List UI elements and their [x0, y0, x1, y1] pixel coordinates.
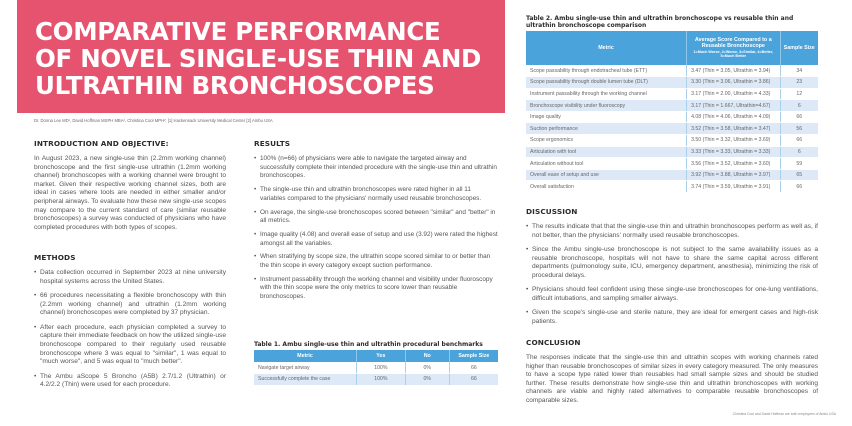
discussion-bullet: • Since the Ambu single-use bronchoscope is not subject to the same availability issues as a reusable bronchoscope, hospitals will not have to share the same capital across different departments (pulmonology suite, ICU, emergency department, anesthesia), minimizing the risk of procedural delays. [526, 246, 818, 281]
discussion-list [526, 223, 818, 327]
table-cell: 3.92 (Thin = 3.88, Ultrathin = 3.97) [687, 169, 780, 181]
table-row [526, 77, 818, 89]
results-section [254, 139, 498, 307]
table-row [254, 362, 498, 374]
results-list [254, 155, 498, 302]
poster-title [35, 18, 505, 99]
methods-heading: METHODS [34, 253, 76, 262]
discussion-bullet: • The results indicate that that the single-use thin and ultrathin bronchoscopes perform as well as, if not better, than the physicians' normally used reusable bronchoscopes. [526, 223, 818, 240]
table-cell: 4.08 (Thin = 4.06, Ultrathin = 4.09) [687, 111, 780, 123]
table-1-header-sample: Sample Size [449, 350, 498, 362]
table-cell: 3.17 (Thin = 1.667, Ultrathin=4.67) [687, 100, 780, 112]
table-cell: 3.56 (Thin = 3.52, Ultrathin = 3.60) [687, 158, 780, 170]
table-cell: 6 [780, 100, 818, 112]
table-cell: Instrument passability through the working channel [526, 88, 687, 100]
table-cell: Scope passability through endotracheal tube (ETT) [526, 65, 687, 77]
table-1-title: Table 1. Ambu single-use thin and ultrathin procedural benchmarks [254, 341, 483, 348]
table-cell: 23 [780, 77, 818, 89]
table-cell: 0% [405, 374, 449, 386]
discussion-section [526, 207, 818, 332]
table-1-header-row [254, 350, 498, 362]
introduction-heading: INTRODUCTION AND OBJECTIVE: [34, 139, 169, 148]
table-1-header-no: No [405, 350, 449, 362]
conclusion-heading: CONCLUSION [526, 338, 581, 347]
table-cell: 56 [780, 123, 818, 135]
table-cell: 66 [780, 181, 818, 193]
table-2-header-score-scale: 1=Much Worse, 2=Worse, 3=Similar, 4=Better, 5=Much Better [693, 49, 774, 59]
table-cell: 66 [449, 362, 498, 374]
table-cell: Navigate target airway [254, 362, 356, 374]
table-row [526, 123, 818, 135]
results-bullet: • 100% (n=66) of physicians were able to navigate the targeted airway and successfully complete their intended procedure with the single-use thin and ultrathin bronchoscopes. [254, 155, 498, 181]
results-heading: RESULTS [254, 139, 291, 148]
table-cell: 34 [780, 65, 818, 77]
table-1-header-yes: Yes [356, 350, 405, 362]
methods-bullet: • 66 procedures necessitating a flexible bronchoscopy with thin (2.2mm working channel) and ultrathin (1.2mm working channel) bronchoscopes were completed by 37 physician. [34, 292, 226, 318]
table-cell: Suction performance [526, 123, 687, 135]
table-row [526, 100, 818, 112]
methods-bullet: • After each procedure, each physician completed a survey to capture their immediate feedback on how the utilized single-use bronchoscope compared to their regularly used reusable bronchoscope where 3 was equal to "similar", 1 was equal to "much worse", and 5 was equal to "much better". [34, 324, 226, 368]
table-cell: 65 [780, 169, 818, 181]
table-cell: Articulation without tool [526, 158, 687, 170]
table-row [526, 135, 818, 147]
results-bullet: • When stratifying by scope size, the ultrathin scope scored similar to or better than the thin scope in every category except suction performance. [254, 253, 498, 270]
table-cell: 66 [780, 135, 818, 147]
table-cell: 12 [780, 88, 818, 100]
title-line-1: COMPARATIVE PERFORMANCE [35, 17, 441, 46]
table-2-header-score-title: Average Score Compared to a Reusable Bronchoscope [694, 37, 772, 50]
table-cell: 66 [449, 374, 498, 386]
table-row [526, 158, 818, 170]
conclusion-text: The responses indicate that the single-use thin and ultrathin scopes with working channels rated higher than reusable bronchoscopes of similar sizes in every category measured. The only measures to have a scope type rated lower than reusables had small sample sizes and should be studied further. These results demonstrate how single-use thin and ultrathin bronchoscopes with working channels are viable and highly rated alternatives to comparable reusable bronchoscopes of comparable sizes. [526, 354, 818, 404]
table-row [526, 111, 818, 123]
footnote: Christina Cool and David Hoffman are both employees of Ambu USA [732, 412, 836, 416]
table-cell: 3.33 (Thin = 3.33, Ultrathin = 3.33) [687, 146, 780, 158]
table-row [526, 146, 818, 158]
table-cell: Image quality [526, 111, 687, 123]
introduction-text: In August 2023, a new single-use thin (2.2mm working channel) bronchoscope and the first single-use ultrathin (1.2mm working channel) bronchoscopes with a working channel were brought to market. Given their respective working channel sizes, both are ideal in cases where tools are needed in either smaller and/or peripheral airways. To evaluate how these new single-use scopes may compare to the current standard of care (similar reusable bronchoscopes) a survey was conducted of physicians who have completed procedures with both types of scopes. [34, 155, 226, 231]
table-row [526, 65, 818, 77]
table-cell: Articulation with tool [526, 146, 687, 158]
table-cell: Scope passability through double lumen tube (DLT) [526, 77, 687, 89]
discussion-bullet: • Given the scope's single-use and sterile nature, they are ideal for emergent cases and high-risk patients. [526, 309, 818, 326]
table-row [254, 374, 498, 386]
methods-bullet: • The Ambu aScope 5 Broncho (A5B) 2.7/1.2 (Ultrathin) or 4.2/2.2 (Thin) were used for each procedure. [34, 373, 226, 390]
table-cell: 3.50 (Thin = 3.32, Ultrathin = 3.69) [687, 135, 780, 147]
table-cell: 3.74 (Thin = 3.59, Ultrathin = 3.91) [687, 181, 780, 193]
table-cell: 3.17 (Thin = 2.00, Ultrathin = 4.33) [687, 88, 780, 100]
title-banner [17, 0, 505, 113]
table-cell: 3.47 (Thin = 3.05, Ultrathin = 3.94) [687, 65, 780, 77]
table-2-header-sample: Sample Size [780, 31, 818, 65]
results-bullet: • Instrument passability through the working channel and visibility under fluoroscopy with the thin scope were the only metrics to score lower than reusable bronchoscopes. [254, 276, 498, 302]
table-2 [526, 15, 818, 193]
methods-list [34, 269, 226, 390]
table-cell: 0% [405, 362, 449, 374]
table-cell: Bronchoscope visibility under fluoroscopy [526, 100, 687, 112]
table-row [526, 88, 818, 100]
table-1 [254, 341, 498, 386]
table-2-title: Table 2. Ambu single-use thin and ultrathin bronchoscope vs reusable thin and ultrathin bronchoscope comparison [526, 15, 794, 29]
table-2-header-score [687, 31, 780, 65]
table-2-header-row [526, 31, 818, 65]
conclusion-section [526, 338, 818, 406]
table-cell: 100% [356, 374, 405, 386]
discussion-bullet: • Physicians should feel confident using these single-use bronchoscopes for one-lung ventilations, difficult intubations, and sampling smaller airways. [526, 286, 818, 303]
table-2-header-metric: Metric [526, 31, 687, 65]
table-cell: 6 [780, 146, 818, 158]
table-cell: Scope ergonomics [526, 135, 687, 147]
results-bullet: • The single-use thin and ultrathin bronchoscopes were rated higher in all 11 variables compared to the physicians' normally used reusable bronchoscopes. [254, 186, 498, 203]
table-cell: Overall satisfaction [526, 181, 687, 193]
results-bullet: • Image quality (4.08) and overall ease of setup and use (3.92) were rated the highest amongst all the variables. [254, 231, 498, 248]
table-cell: Successfully complete the case [254, 374, 356, 386]
table-row [526, 181, 818, 193]
author-line: Dr. Donna Lee MD¹, David Hoffman MSPH MBA², Christina Cool MPH²; [1] Hackensack University Medical Center [2] Ambu USA [34, 118, 273, 123]
table-cell: Overall ease of setup and use [526, 169, 687, 181]
discussion-heading: DISCUSSION [526, 207, 578, 216]
table-cell: 3.52 (Thin = 3.58, Ultrathin = 3.47) [687, 123, 780, 135]
table-cell: 3.30 (Thin = 3.06, Ultrathin = 3.86) [687, 77, 780, 89]
table-cell: 100% [356, 362, 405, 374]
table-cell: 66 [780, 111, 818, 123]
title-line-2: OF NOVEL SINGLE-USE THIN AND [35, 44, 482, 73]
table-row [526, 169, 818, 181]
table-1-header-metric: Metric [254, 350, 356, 362]
table-cell: 59 [780, 158, 818, 170]
title-line-3: ULTRATHIN BRONCHOSCOPES [35, 71, 435, 100]
introduction-section [34, 139, 226, 232]
methods-bullet: • Data collection occurred in September 2023 at nine university hospital systems across the United States. [34, 269, 226, 286]
results-bullet: • On average, the single-use bronchoscopes scored between "similar" and "better" in all metrics. [254, 209, 498, 226]
methods-section [34, 253, 226, 395]
